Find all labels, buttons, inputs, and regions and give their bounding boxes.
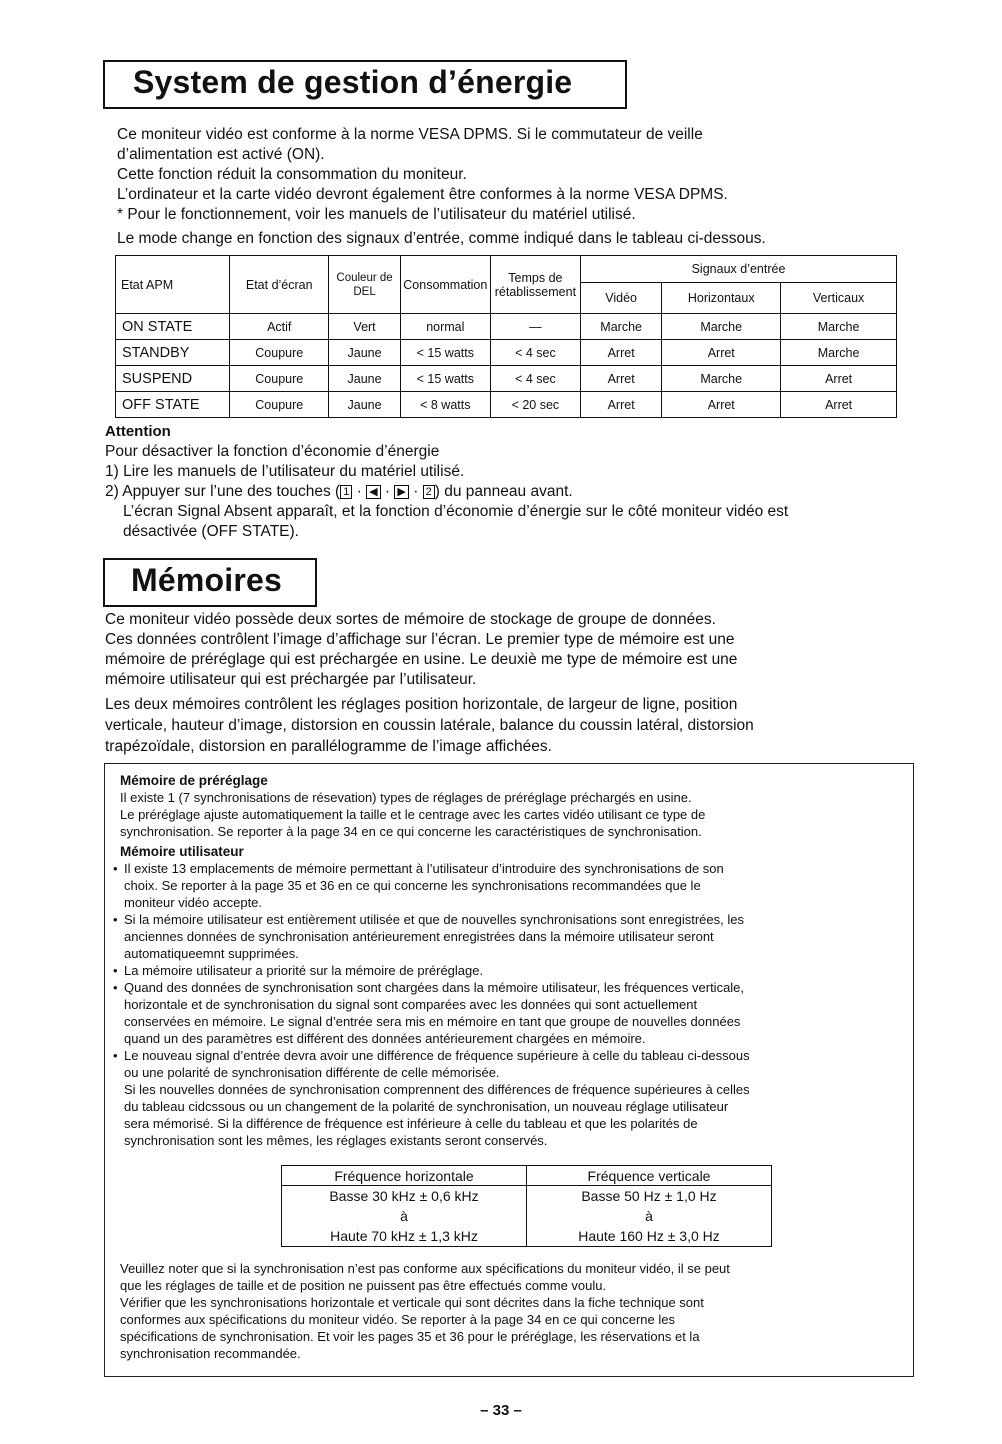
- cell: < 4 sec: [490, 366, 580, 392]
- bullet-item: [113, 1047, 910, 1149]
- bullet-line: synchronisation sont les mêmes, les réglages existants seront conservés.: [124, 1133, 548, 1148]
- freq-h-to: à: [400, 1208, 408, 1224]
- separator: ·: [384, 483, 391, 500]
- cell: < 20 sec: [490, 392, 580, 418]
- separator: ·: [356, 483, 362, 500]
- bullet-item: [113, 860, 910, 911]
- bullet-line: • Quand des données de synchronisation sont chargées dans la mémoire utilisateur, les fréquences verticale,: [124, 980, 745, 995]
- cell: Coupure: [230, 366, 329, 392]
- bullet-line: • La mémoire utilisateur a priorité sur la mémoire de préréglage.: [124, 963, 484, 978]
- frequency-table: [281, 1165, 772, 1247]
- attention-body: [105, 442, 788, 542]
- cell: Jaune: [329, 366, 401, 392]
- cell: Marche: [662, 366, 781, 392]
- preset-line: synchronisation. Se reporter à la page 34 en ce qui concerne les caractéristiques de synchronisation.: [120, 824, 702, 839]
- intro-line: Ce moniteur vidéo est conforme à la norme VESA DPMS. Si le commutateur de veille: [117, 126, 703, 143]
- intro-line: d’alimentation est activé (ON).: [117, 146, 325, 163]
- para-line: trapézoïdale, distorsion en parallélogramme de l’image affichées.: [105, 738, 552, 755]
- note-text: [120, 1260, 910, 1362]
- note-line: Veuillez noter que si la synchronisation n’est pas conforme aux spécifications du moniteur vidéo, il se peut: [120, 1261, 730, 1276]
- cell: Arret: [581, 340, 662, 366]
- bullet-line: choix. Se reporter à la page 35 et 36 en ce qui concerne les synchronisations recommandées que le: [124, 878, 701, 893]
- cell: Arret: [662, 340, 781, 366]
- memoires-para-2: [105, 694, 754, 757]
- header-couleur-del: Couleur de DEL: [329, 256, 401, 314]
- note-line: conformes aux spécifications du moniteur vidéo. Se reporter à la page 34 en ce qui concerne les: [120, 1312, 675, 1327]
- header-consommation: Consommation: [400, 256, 490, 314]
- freq-h-header: Fréquence horizontale: [282, 1166, 527, 1186]
- cell: Coupure: [230, 340, 329, 366]
- step2-text: ) du panneau avant.: [434, 483, 573, 500]
- header-signaux: Signaux d’entrée: [581, 256, 897, 283]
- freq-v-high: Haute 160 Hz ± 3,0 Hz: [578, 1228, 720, 1244]
- attention-line: L’écran Signal Absent apparaît, et la fonction d’économie d’énergie sur le côté moniteur vidéo est: [123, 503, 789, 520]
- para-line: Ces données contrôlent l’image d’affichage sur l’écran. Le premier type de mémoire est une: [105, 631, 735, 648]
- bullet-line: sera mémorisé. Si la différence de fréquence est inférieure à celle du tableau et que les polarités de: [124, 1116, 698, 1131]
- attention-heading: Attention: [105, 423, 171, 440]
- cell: < 4 sec: [490, 340, 580, 366]
- header-verticaux: Verticaux: [781, 283, 897, 314]
- header-etat-ecran: Etat d’écran: [230, 256, 329, 314]
- cell: Actif: [230, 314, 329, 340]
- bullet-item: [113, 962, 910, 979]
- cell: normal: [400, 314, 490, 340]
- cell: Coupure: [230, 392, 329, 418]
- key-1-icon: 1: [340, 485, 352, 499]
- para-line: verticale, hauteur d’image, distorsion en coussin latérale, balance du coussin latéral, distorsion: [105, 717, 754, 734]
- bullet-line: conservées en mémoire. Le signal d’entrée sera mis en mémoire en tant que groupe de nouvelles données: [124, 1014, 741, 1029]
- key-left-icon: ◀: [366, 485, 380, 499]
- cell: < 15 watts: [400, 340, 490, 366]
- apm-row-off: [116, 392, 897, 418]
- preset-line: Le préréglage ajuste automatiquement la taille et le centrage avec les cartes vidéo utilisant ce type de: [120, 807, 706, 822]
- cell: —: [490, 314, 580, 340]
- preset-heading: Mémoire de préréglage: [120, 773, 268, 788]
- bullet-item: [113, 979, 910, 1047]
- para-line: Les deux mémoires contrôlent les réglages position horizontale, de largeur de ligne, position: [105, 696, 738, 713]
- cell: OFF STATE: [116, 392, 230, 418]
- apm-row-on: [116, 314, 897, 340]
- bullet-line: • Le nouveau signal d’entrée devra avoir une différence de fréquence supérieure à celle du tableau ci-dessous: [124, 1048, 750, 1063]
- cell: Marche: [581, 314, 662, 340]
- energy-intro: [117, 125, 728, 225]
- intro-line: * Pour le fonctionnement, voir les manuels de l’utilisateur du matériel utilisé.: [117, 206, 636, 223]
- cell: Arret: [662, 392, 781, 418]
- user-heading: Mémoire utilisateur: [120, 844, 244, 859]
- para-line: Ce moniteur vidéo possède deux sortes de mémoire de stockage de groupe de données.: [105, 611, 716, 628]
- attention-line: désactivée (OFF STATE).: [123, 523, 299, 540]
- bullet-line: quand un des paramètres est différent des données antérieurement chargées en mémoire.: [124, 1031, 646, 1046]
- key-2-icon: 2: [423, 485, 435, 499]
- freq-v-values: [527, 1186, 772, 1247]
- cell: Arret: [581, 366, 662, 392]
- freq-h-values: [282, 1186, 527, 1247]
- apm-row-suspend: [116, 366, 897, 392]
- bullet-line: du tableau cidcssous ou un changement de la polarité de synchronisation, un nouveau réglage utilisateur: [124, 1099, 729, 1114]
- energy-title: System de gestion d’énergie: [133, 64, 573, 100]
- step2-text: 2) Appuyer sur l’une des touches (: [105, 483, 341, 500]
- intro-line: Cette fonction réduit la consommation du moniteur.: [117, 166, 467, 183]
- note-line: Vérifier que les synchronisations horizontale et verticale qui sont décrites dans la fiche technique sont: [120, 1295, 704, 1310]
- cell: Arret: [781, 392, 897, 418]
- note-line: que les réglages de taille et de position ne puissent pas être effectués comme voulu.: [120, 1278, 607, 1293]
- header-video: Vidéo: [581, 283, 662, 314]
- header-etat-apm: Etat APM: [116, 256, 230, 314]
- apm-row-standby: [116, 340, 897, 366]
- cell: Jaune: [329, 392, 401, 418]
- note-line: spécifications de synchronisation. Et voir les pages 35 et 36 pour le préréglage, les réservations et la: [120, 1329, 700, 1344]
- header-horizontaux: Horizontaux: [662, 283, 781, 314]
- attention-line: Pour désactiver la fonction d’économie d’énergie: [105, 443, 440, 460]
- header-temps: Temps de rétablissement: [490, 256, 580, 314]
- bullet-line: • Si la mémoire utilisateur est entièrement utilisée et que de nouvelles synchronisations sont enregistrées, les: [124, 912, 744, 927]
- memoires-title-box: [103, 558, 317, 607]
- freq-h-high: Haute 70 kHz ± 1,3 kHz: [330, 1228, 478, 1244]
- bullet-line: anciennes données de synchronisation antérieurement enregistrées dans la mémoire utilisateur seront: [124, 929, 714, 944]
- freq-h-low: Basse 30 kHz ± 0,6 kHz: [329, 1188, 479, 1204]
- apm-header-row: [116, 256, 897, 283]
- cell: SUSPEND: [116, 366, 230, 392]
- attention-step-1: 1) Lire les manuels de l’utilisateur du matériel utilisé.: [105, 463, 465, 480]
- bullet-line: automatiqueemnt supprimées.: [124, 946, 299, 961]
- bullet-line: horizontale et de synchronisation du signal sont comparées avec les données qui sont actuellement: [124, 997, 698, 1012]
- energy-title-box: [103, 60, 627, 109]
- note-line: synchronisation recommandée.: [120, 1346, 301, 1361]
- para-line: mémoire de préréglage qui est préchargée en usine. Le deuxiè me type de mémoire est une: [105, 651, 738, 668]
- bullet-line: Si les nouvelles données de synchronisation comprennent des différences de fréquence supérieures à celles: [124, 1082, 750, 1097]
- preset-line: Il existe 1 (7 synchronisations de résevation) types de réglages de préréglage préchargés en usine.: [120, 790, 692, 805]
- cell: Vert: [329, 314, 401, 340]
- cell: Arret: [581, 392, 662, 418]
- cell: < 8 watts: [400, 392, 490, 418]
- bullet-line: moniteur vidéo accepte.: [124, 895, 263, 910]
- cell: Arret: [781, 366, 897, 392]
- freq-v-to: à: [645, 1208, 653, 1224]
- cell: Marche: [781, 314, 897, 340]
- para-line: mémoire utilisateur qui est préchargée par l’utilisateur.: [105, 671, 477, 688]
- bullet-item: [113, 911, 910, 962]
- separator: ·: [413, 483, 419, 500]
- page-number: – 33 –: [480, 1402, 522, 1419]
- memoires-title: Mémoires: [131, 562, 282, 598]
- freq-header-row: [282, 1166, 772, 1186]
- bullet-line: • Il existe 13 emplacements de mémoire permettant à l’utilisateur d’introduire des synchronisations de son: [124, 861, 724, 876]
- freq-v-low: Basse 50 Hz ± 1,0 Hz: [581, 1188, 717, 1204]
- attention-step-2: [105, 482, 788, 502]
- freq-body-row: [282, 1186, 772, 1247]
- cell: ON STATE: [116, 314, 230, 340]
- cell: Jaune: [329, 340, 401, 366]
- apm-table: [115, 255, 897, 418]
- mode-sentence: Le mode change en fonction des signaux d’entrée, comme indiqué dans le tableau ci-dessous.: [117, 230, 766, 247]
- intro-line: L’ordinateur et la carte vidéo devront également être conformes à la norme VESA DPMS.: [117, 186, 728, 203]
- freq-v-header: Fréquence verticale: [527, 1166, 772, 1186]
- cell: Marche: [662, 314, 781, 340]
- memoires-para-1: [105, 610, 737, 690]
- cell: STANDBY: [116, 340, 230, 366]
- bullet-line: ou une polarité de synchronisation différente de celle mémorisée.: [124, 1065, 500, 1080]
- key-right-icon: ▶: [394, 485, 408, 499]
- memory-details-box: [104, 763, 914, 1377]
- cell: < 15 watts: [400, 366, 490, 392]
- cell: Marche: [781, 340, 897, 366]
